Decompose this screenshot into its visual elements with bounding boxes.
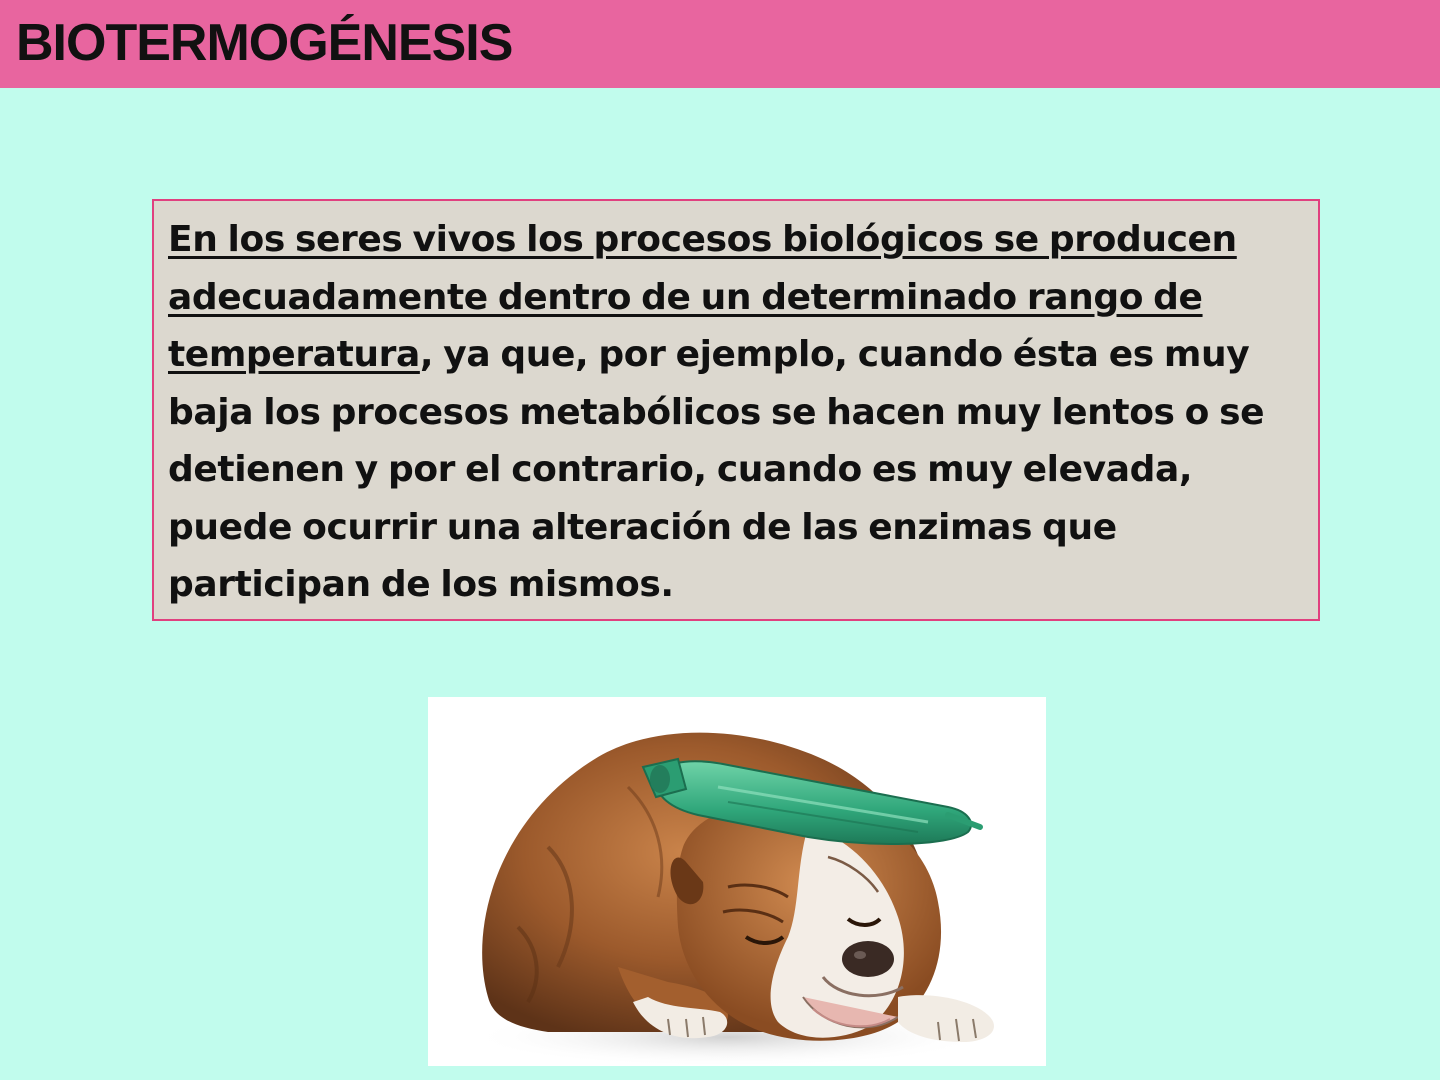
underlined-statement: En los seres vivos los procesos biológicos se producen adecuadamente dentro de un determinado rango de temperatura — [168, 219, 1237, 375]
paragraph-continuation: , ya que, por ejemplo, cuando ésta es muy baja los procesos metabólicos se hacen muy lentos o se detienen y por el contrario, cuando es muy elevada, puede ocurrir una alteración de las enzimas que participan de los mismos. — [168, 334, 1265, 605]
dog-photo — [428, 697, 1046, 1066]
text-box — [152, 199, 1320, 621]
slide-title: BIOTERMOGÉNESIS — [16, 14, 513, 72]
title-bar — [0, 0, 1440, 88]
body-paragraph — [168, 211, 1306, 614]
dog-illustration — [428, 697, 1046, 1066]
dog-nose — [842, 941, 894, 977]
